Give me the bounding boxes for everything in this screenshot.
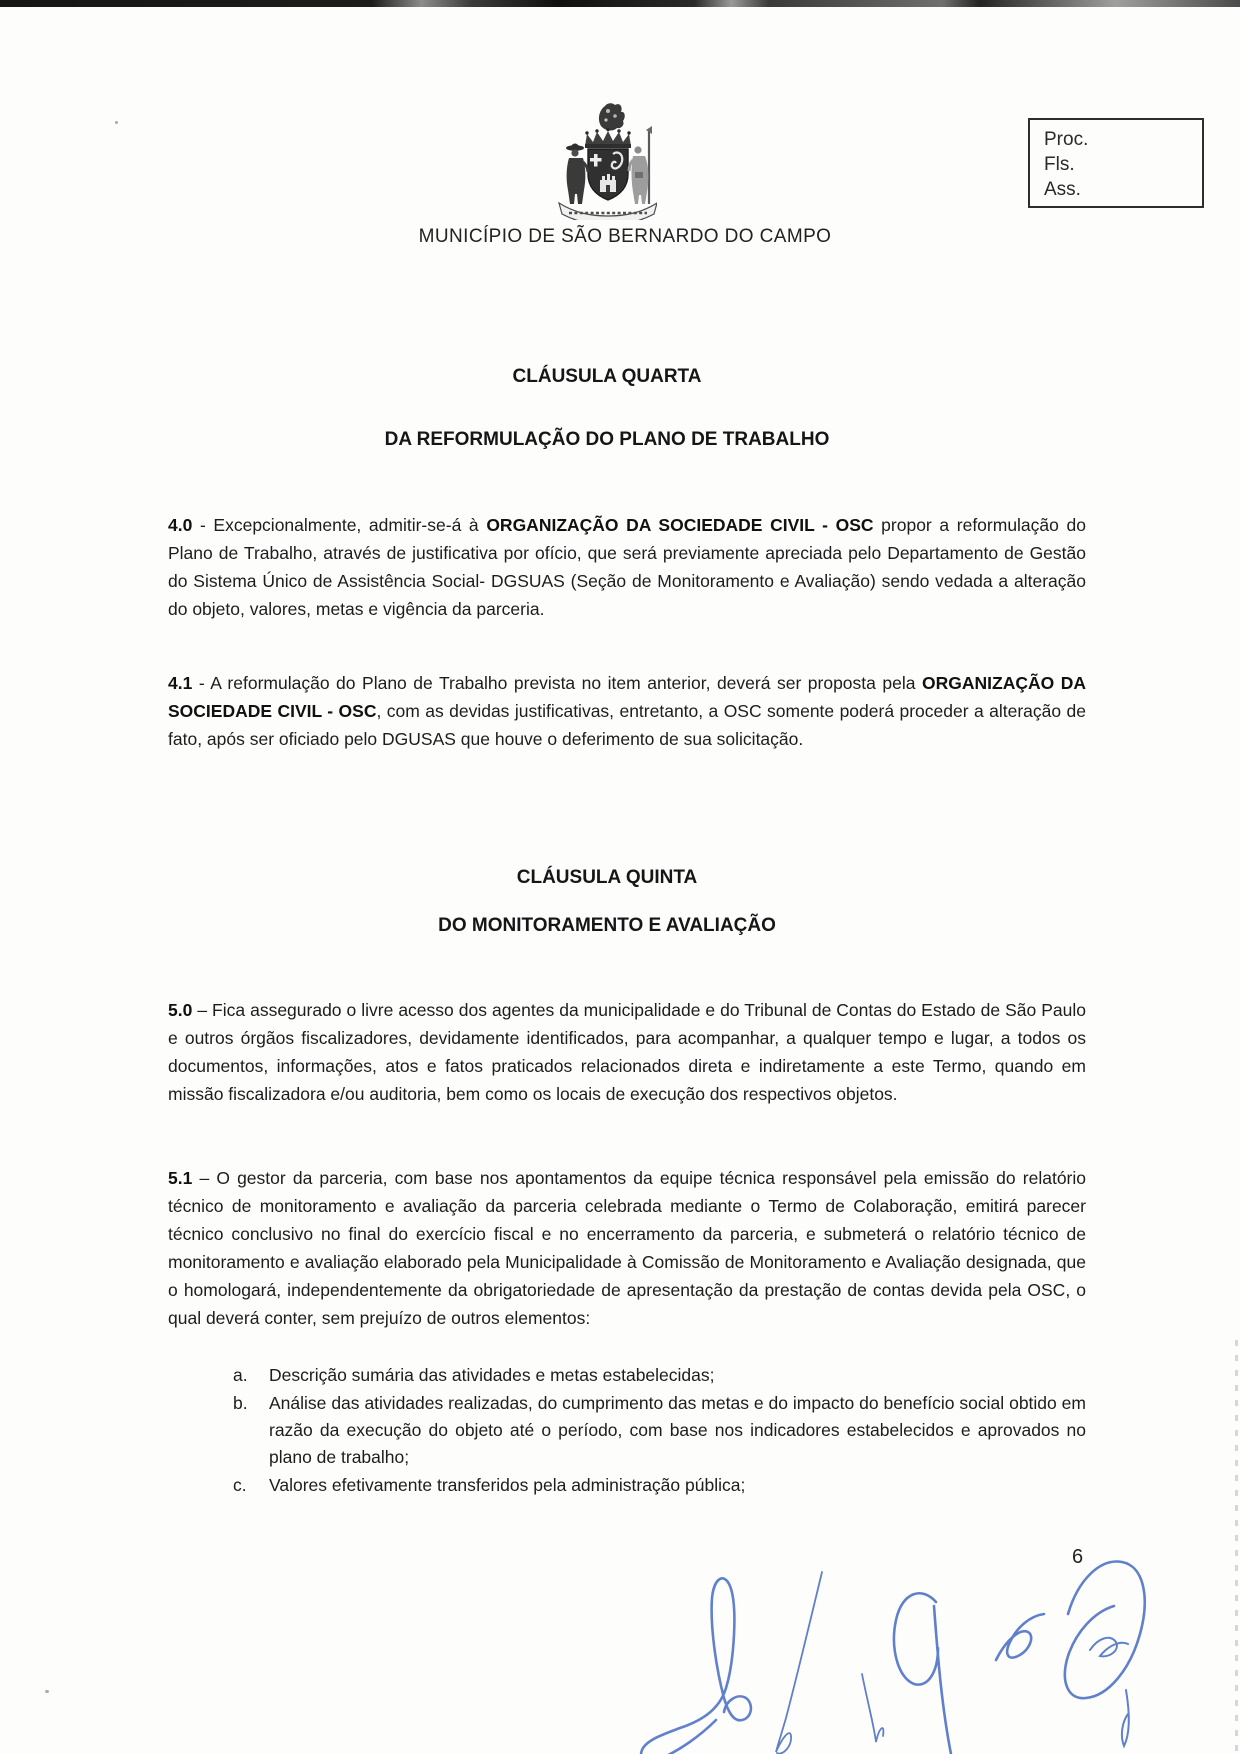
list-item-a-text: Descrição sumária das atividades e metas estabelecidas; [269, 1365, 715, 1385]
list-item-b-text: Análise das atividades realizadas, do cumprimento das metas e do impacto do benefício social obtido em razão da execução do objeto até o período, com base nos indicadores estabelecidos e aprovados no plano de trabalho; [269, 1393, 1086, 1467]
paragraph-5-1-text: – O gestor da parceria, com base nos apontamentos da equipe técnica responsável pela emissão do relatório técnico de monitoramento e avaliação da parceria celebrada mediante o Termo de Colaboração, emitirá parecer técnico conclusivo no final do exercício fiscal e no encerramento da parceria, e submeterá o relatório técnico de monitoramento e avaliação elaborado pela Municipalidade à Comissão de Monitoramento e Avaliação designada, que o homologará, independentemente da obrigatoriedade de apresentação da prestação de contas devida pela OSC, o qual deverá conter, sem prejuízo de outros elementos: [168, 1168, 1086, 1328]
paragraph-4-1 [168, 669, 1086, 753]
paragraph-4-0-text: - Excepcionalmente, admitir-se-á à [192, 515, 487, 535]
clause-five-subtitle: DO MONITORAMENTO E AVALIAÇÃO [438, 915, 776, 936]
stamp-proc-label: Proc. [1044, 129, 1089, 150]
right-supporter-figure [629, 126, 652, 204]
paragraph-5-0-text: – Fica assegurado o livre acesso dos agentes da municipalidade e do Tribunal de Contas do Estado de São Paulo e outros órgãos fiscalizadores, devidamente identificados, para acompanhar, a qualquer tempo e lugar, a todos os documentos, informações, atos e fatos praticados relacionados direta e indiretamente a este Termo, quando em missão fiscalizadora e/ou auditoria, bem como os locais de execução dos respectivos objetos. [168, 1000, 1086, 1104]
signature-4-oval [1065, 1562, 1145, 1699]
municipality-title: MUNICÍPIO DE SÃO BERNARDO DO CAMPO [418, 226, 832, 247]
signature-2-slash [776, 1572, 822, 1754]
paragraph-4-1-osc-bold: ORGANIZAÇÃO DA SOCIEDADE CIVIL - OSC [168, 673, 1086, 721]
coat-of-arms-svg [557, 102, 657, 220]
paragraph-4-0-osc-bold: ORGANIZAÇÃO DA SOCIEDADE CIVIL - OSC [486, 515, 874, 535]
page-number: 6 [1072, 1546, 1084, 1568]
paragraph-5-0 [168, 996, 1086, 1108]
list-item-c [233, 1472, 1086, 1499]
coat-of-arms-image [557, 102, 657, 220]
scan-edge-artifact-top [0, 0, 1240, 7]
crest-plume [599, 103, 625, 130]
clause-four-subtitle: DA REFORMULAÇÃO DO PLANO DE TRABALHO [384, 429, 830, 450]
paragraph-5-1-number: 5.1 [168, 1168, 193, 1188]
list-item-b [233, 1390, 1086, 1471]
stamp-ass-label: Ass. [1044, 179, 1081, 200]
paragraph-4-0-text: propor a reformulação do Plano de Trabalho, através de justificativa por ofício, que será previamente apreciada pelo Departamento de Gestão do Sistema Único de Assistência Social- DGSUAS (Seção de Monitoramento e Avaliação) sendo vedada a alteração do objeto, valores, metas e vigência da parceria. [168, 515, 1086, 619]
signature-3-descender [934, 1606, 951, 1754]
paragraph-4-0 [168, 511, 1086, 623]
list-item-a [233, 1362, 1086, 1389]
ink-group [641, 1562, 1145, 1754]
clause-five-title: CLÁUSULA QUINTA [516, 867, 698, 888]
motto-ribbon [559, 203, 657, 220]
paragraph-4-1-text: - A reformulação do Plano de Trabalho prevista no item anterior, deverá ser proposta pela [192, 673, 922, 693]
paragraph-4-1-text: , com as devidas justificativas, entretanto, a OSC somente poderá proceder a alteração de fato, após ser oficiado pelo DGUSAS que houve o deferimento de sua solicitação. [168, 701, 1086, 749]
list-item-c-text: Valores efetivamente transferidos pela administração pública; [269, 1475, 746, 1495]
signature-4-tail [1122, 1690, 1129, 1746]
signature-3-kink [862, 1674, 883, 1742]
list-item-c-marker: c. [233, 1475, 247, 1495]
scan-speck [115, 121, 118, 124]
signature-1-flourish [641, 1578, 751, 1754]
list-item-a-marker: a. [233, 1365, 248, 1385]
paragraph-4-0-number: 4.0 [168, 515, 193, 535]
stamp-fls-label: Fls. [1044, 154, 1075, 175]
signature-4-de [996, 1614, 1044, 1660]
clause-four-title: CLÁUSULA QUARTA [512, 366, 702, 387]
signature-ink-strokes [620, 1550, 1160, 1754]
signature-4-scribble [1090, 1638, 1128, 1656]
left-supporter-figure [566, 144, 588, 205]
list-item-b-marker: b. [233, 1393, 248, 1413]
paragraph-5-1 [168, 1164, 1086, 1332]
signature-3-loop [894, 1593, 938, 1684]
scan-edge-artifact-right [1235, 1340, 1238, 1754]
scan-speck [45, 1690, 49, 1693]
paragraph-5-0-number: 5.0 [168, 1000, 193, 1020]
shield [588, 149, 628, 200]
crown [585, 128, 631, 148]
elements-list [233, 1362, 1086, 1500]
process-stamp-box [1028, 118, 1204, 208]
paragraph-4-1-number: 4.1 [168, 673, 193, 693]
